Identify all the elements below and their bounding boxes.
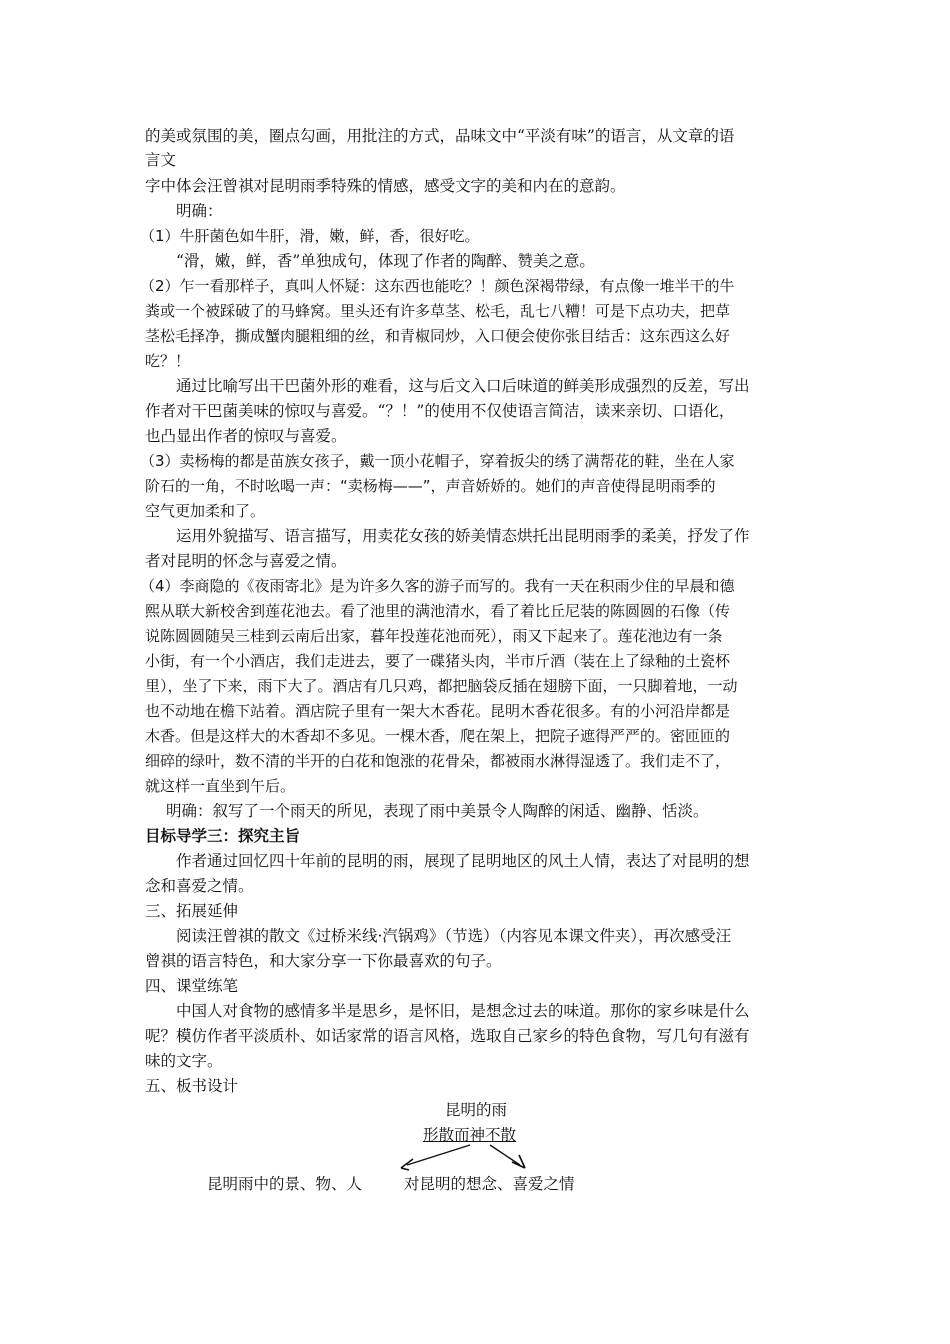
board-right: 对昆明的想念、喜爱之情: [404, 1175, 575, 1193]
text-line: 呢？模仿作者平淡质朴、如话家常的语言风格，选取自己家乡的特色食物，写几句有滋有: [145, 1027, 750, 1045]
text-line: 的美或氛围的美，圈点勾画，用批注的方式，品味文中“平淡有味”的语言，从文章的语: [145, 127, 735, 145]
text-line: 作者通过回忆四十年前的昆明的雨，展现了昆明地区的风土人情，表达了对昆明的想: [176, 852, 750, 870]
text-line: 阶石的一角，不时吆喝一声：“卖杨梅——”，声音娇娇的。她们的声音使得昆明雨季的: [145, 477, 716, 495]
text-line: （1）牛肝菌色如牛肝，滑，嫩，鲜，香，很好吃。: [140, 227, 480, 245]
board-title: 昆明的雨: [445, 1101, 508, 1119]
text-line: 茎松毛择净，撕成蟹肉腿粗细的丝，和青椒同炒，入口便会使你张目结舌：这东西这么好: [145, 327, 731, 345]
text-line: “滑，嫩，鲜，香”单独成句，体现了作者的陶醉、赞美之意。: [176, 252, 595, 270]
text-line: （4）李商隐的《夜雨寄北》是为许多久客的游子而写的。我有一天在积雨少住的早晨和德: [140, 577, 735, 595]
board-arrows: [395, 1143, 535, 1173]
text-line: 吃？！: [145, 352, 191, 370]
text-line: 粪或一个被踩破了的马蜂窝。里头还有许多草茎、松毛，乱七八糟！可是下点功夫，把草: [145, 302, 731, 320]
text-line: 曾祺的语言特色，和大家分享一下你最喜欢的句子。: [145, 952, 502, 970]
text-line: 中国人对食物的感情多半是思乡，是怀旧，是想念过去的味道。那你的家乡味是什么: [176, 1002, 750, 1020]
text-line: （2）乍一看那样子，真叫人怀疑：这东西也能吃？！颜色深褐带绿，有点像一堆半干的牛: [140, 277, 735, 295]
text-line: 小街，有一个小酒店，我们走进去，要了一碟猪头肉，半市斤酒（装在上了绿釉的土瓷杯: [145, 652, 731, 670]
text-line: 通过比喻写出干巴菌外形的难看，这与后文入口后味道的鲜美形成强烈的反差，写出: [176, 377, 750, 395]
text-line: 明确：: [176, 202, 223, 220]
text-line: 熙从联大新校舍到莲花池去。看了池里的满池清水，看了着比丘尼装的陈圆圆的石像（传: [145, 602, 731, 620]
text-line: 也不动地在檐下站着。酒店院子里有一架大木香花。昆明木香花很多。有的小河沿岸都是: [145, 702, 731, 720]
text-line: 就这样一直坐到午后。: [145, 777, 296, 795]
text-line: 运用外貌描写、语言描写，用卖花女孩的娇美情态烘托出昆明雨季的柔美，抒发了作: [176, 527, 750, 545]
text-line: 阅读汪曾祺的散文《过桥米线·汽锅鸡》（节选）（内容见本课文件夹），再次感受汪: [176, 927, 732, 945]
section-heading: 三、拓展延伸: [145, 902, 239, 920]
board-subtitle: 形散而神不散: [423, 1126, 517, 1144]
text-line: 也凸显出作者的惊叹与喜爱。: [145, 427, 347, 445]
text-line: 者对昆明的怀念与喜爱之情。: [145, 552, 347, 570]
text-line: （3）卖杨梅的都是苗族女孩子，戴一顶小花帽子，穿着扳尖的绣了满帮花的鞋，坐在人家: [140, 452, 735, 470]
text-line: 木香。但是这样大的木香却不多见。一棵木香，爬在架上，把院子遮得严严的。密匝匝的: [145, 727, 731, 745]
text-line: 作者对干巴菌美味的惊叹与喜爱。“？！”的使用不仅使语言简洁，读来亲切、口语化，: [145, 402, 735, 420]
text-line: 念和喜爱之情。: [145, 877, 254, 895]
section-heading: 五、板书设计: [145, 1077, 239, 1095]
text-line: 味的文字。: [145, 1052, 223, 1070]
section-heading: 目标导学三：探究主旨: [145, 827, 301, 845]
text-line: 说陈圆圆随吴三桂到云南后出家，暮年投莲花池而死），雨又下起来了。莲花池边有一条: [145, 627, 723, 645]
text-line: 字中体会汪曾祺对昆明雨季特殊的情感，感受文字的美和内在的意韵。: [145, 177, 626, 195]
text-line: 细碎的绿叶，数不清的半开的白花和饱涨的花骨朵，都被雨水淋得湿透了。我们走不了，: [145, 752, 731, 770]
text-line: 言文: [145, 151, 177, 169]
text-line: 空气更加柔和了。: [145, 502, 266, 520]
section-heading: 四、课堂练笔: [145, 977, 239, 995]
text-line: 里），坐了下来，雨下大了。酒店有几只鸡，都把脑袋反插在翅膀下面，一只脚着地，一动: [145, 677, 738, 695]
board-left: 昆明雨中的景、物、人: [207, 1175, 363, 1193]
text-line: 明确：叙写了一个雨天的所见，表现了雨中美景令人陶醉的闲适、幽静、恬淡。: [166, 802, 709, 820]
